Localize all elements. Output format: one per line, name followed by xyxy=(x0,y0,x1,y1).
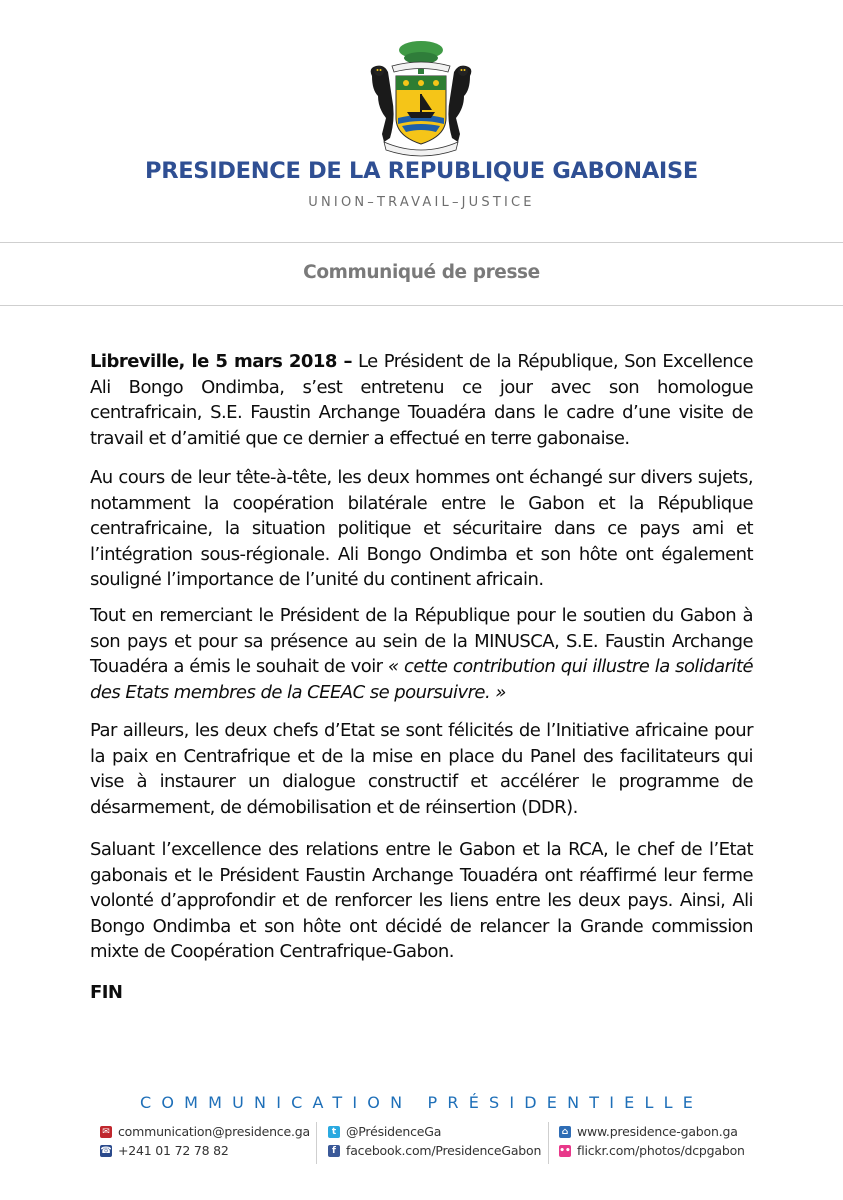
coat-of-arms-emblem xyxy=(362,38,480,158)
footer-contact-column xyxy=(100,1122,310,1162)
national-motto: UNION–TRAVAIL–JUSTICE xyxy=(308,195,535,210)
footer-social-column xyxy=(328,1122,541,1162)
twitter-link[interactable]: @PrésidenceGa xyxy=(346,1124,442,1139)
footer-flickr[interactable] xyxy=(559,1141,745,1160)
divider xyxy=(0,305,843,306)
page-title: PRESIDENCE DE LA REPUBLIQUE GABONAISE xyxy=(145,158,698,184)
footer-separator xyxy=(316,1122,317,1164)
paragraph-5: Saluant l’excellence des relations entre le Gabon et la RCA, le chef de l’Etat gabonais et le Président Faustin Archange Touadéra ont réaffirmé leur ferme volonté d’approfondir et de renforcer les liens entre les deux pays. Ainsi, Ali Bongo Ondimba et son hôte ont décidé de relancer la Grande commission mixte de Coopération Centrafrique-Gabon. xyxy=(90,839,753,963)
paragraph-1-text: Le Président de la République, Son Excellence Ali Bongo Ondimba, s’est entretenu ce jour avec son homologue centrafricain, S.E. Faustin Archange Touadéra dans le cadre d’une visite de travail et d’amitié que ce dernier a effectué en terre gabonaise. xyxy=(90,351,753,449)
footer-website[interactable] xyxy=(559,1122,745,1141)
email-icon: ✉ xyxy=(100,1126,112,1138)
flickr-link[interactable]: flickr.com/photos/dcpgabon xyxy=(577,1143,745,1158)
footer-phone[interactable] xyxy=(100,1141,310,1160)
paragraph-2: Au cours de leur tête-à-tête, les deux hommes ont échangé sur divers sujets, notamment la coopération bilatérale entre le Gabon et la République centrafricaine, la situation politique et sécuritaire dans ce pays ami et l’intégration sous-régionale. Ali Bongo Ondimba et son hôte ont également souligné l’importance de l’unité du continent africain. xyxy=(90,467,753,591)
document-type-heading: Communiqué de presse xyxy=(303,262,540,283)
end-marker: FIN xyxy=(90,982,123,1003)
website-icon: ⌂ xyxy=(559,1126,571,1138)
email-link[interactable]: communication@presidence.ga xyxy=(118,1124,310,1139)
footer-separator xyxy=(548,1122,549,1164)
flickr-icon: •• xyxy=(559,1145,571,1156)
twitter-icon: t xyxy=(328,1126,340,1138)
divider xyxy=(0,242,843,243)
dateline: Libreville, le 5 mars 2018 – xyxy=(90,351,352,372)
phone-icon: ☎ xyxy=(100,1145,112,1156)
footer-email[interactable] xyxy=(100,1122,310,1141)
footer-title: COMMUNICATION PRÉSIDENTIELLE xyxy=(139,1093,704,1112)
quote: « cette contribution qui illustre la solidarité des Etats membres de la CEEAC se poursuivre. » xyxy=(90,656,753,703)
facebook-icon: f xyxy=(328,1145,340,1157)
paragraph-3-text: Tout en remerciant le Président de la République pour le soutien du Gabon à son pays et pour sa présence au sein de la MINUSCA, S.E. Faustin Archange Touadéra a émis le souhait de voir xyxy=(90,605,753,678)
footer-twitter[interactable] xyxy=(328,1122,541,1141)
footer-web-column xyxy=(559,1122,745,1162)
paragraph-4: Par ailleurs, les deux chefs d’Etat se sont félicités de l’Initiative africaine pour la paix en Centrafrique et de la mise en place du Panel des facilitateurs qui vise à instaurer un dialogue constructif et accélérer le programme de désarmement, de démobilisation et de réinsertion (DDR). xyxy=(90,720,753,818)
facebook-link[interactable]: facebook.com/PresidenceGabon xyxy=(346,1143,542,1158)
phone-number[interactable]: +241 01 72 78 82 xyxy=(118,1143,229,1158)
paragraph-3 xyxy=(90,603,753,705)
footer-facebook[interactable] xyxy=(328,1141,541,1160)
website-link[interactable]: www.presidence-gabon.ga xyxy=(577,1124,738,1139)
paragraph-1 xyxy=(90,349,753,451)
